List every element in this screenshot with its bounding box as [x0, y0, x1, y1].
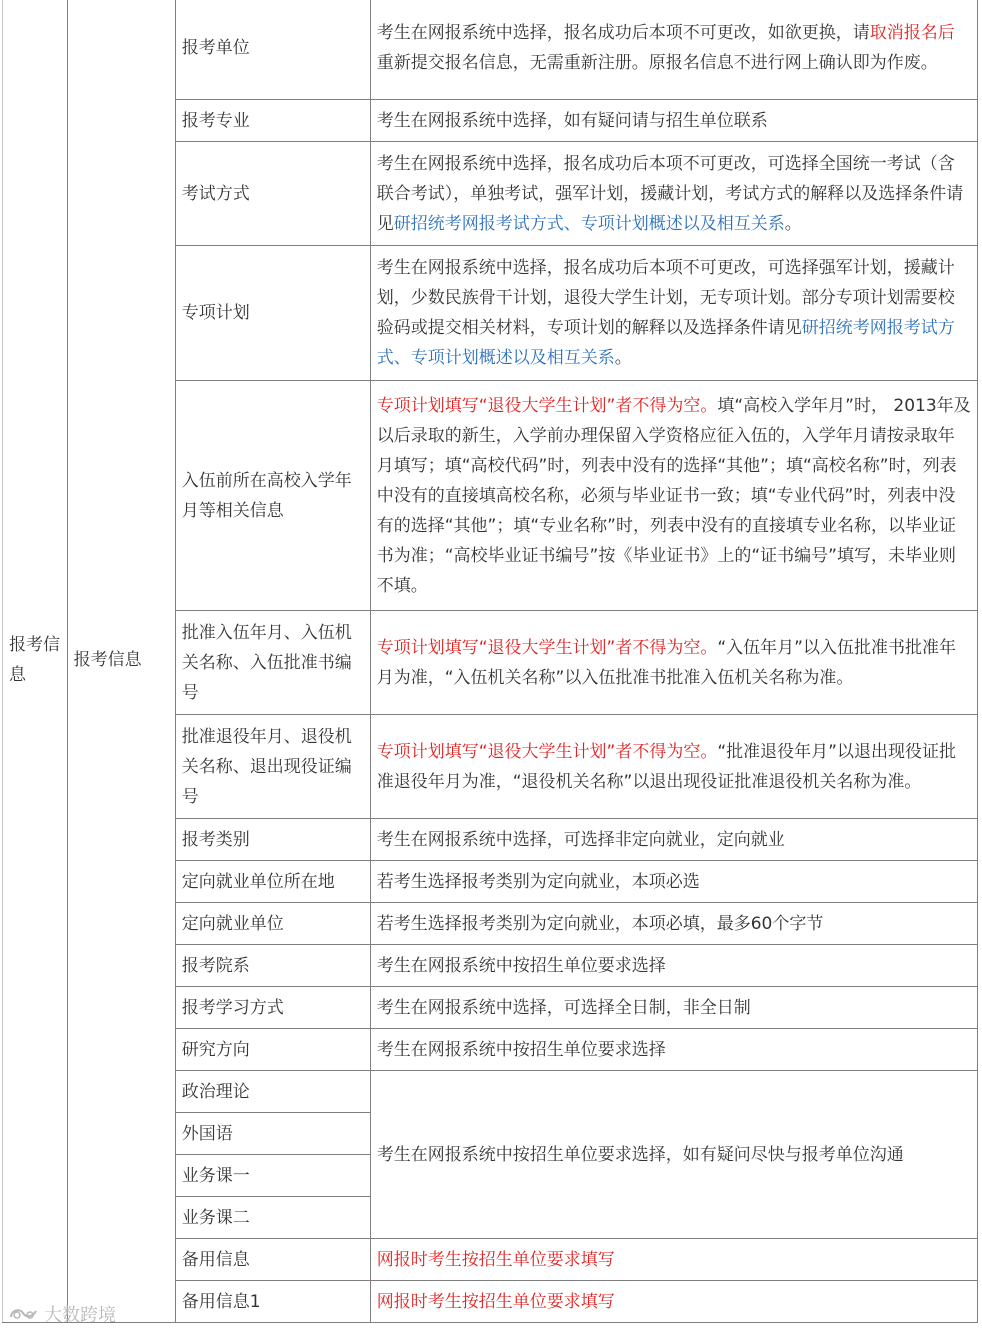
field-label: 考试方式: [175, 142, 370, 246]
field-description: [370, 246, 977, 381]
field-label: 报考学习方式: [175, 987, 370, 1029]
table-row: [3, 0, 978, 100]
field-label: 备用信息: [175, 1239, 370, 1281]
description-text: 若考生选择报考类别为定向就业，本项必选: [376, 871, 700, 892]
field-description: [370, 987, 977, 1029]
subject-label: 业务课一: [175, 1155, 370, 1197]
highlight-text: 专项计划填写“退役大学生计划”者不得为空。: [376, 637, 718, 658]
group-cell-2: 报考信息: [67, 0, 175, 1323]
field-label: 批准退役年月、退役机关名称、退出现役证编号: [175, 715, 370, 819]
description-text: “批准退役年月”以退出现役证批准退役年月为准，“退役机关名称”以退出现役证批准退役机关名称为准。: [376, 741, 956, 792]
highlight-text: 取消报名后: [869, 23, 955, 43]
description-text: 重新提交报名信息，无需重新注册。原报名信息不进行网上确认即为作废。: [376, 53, 938, 73]
field-label: 专项计划: [175, 246, 370, 381]
field-description: [370, 1029, 977, 1071]
field-description: [370, 0, 977, 100]
subjects-description: 考生在网报系统中按招生单位要求选择，如有疑问尽快与报考单位沟通: [370, 1071, 977, 1239]
reference-link[interactable]: 研招统考网报考试方式、专项计划概述以及相互关系: [376, 318, 955, 368]
field-label: 批准入伍年月、入伍机关名称、入伍批准书编号: [175, 611, 370, 715]
field-label: 报考单位: [175, 0, 370, 100]
description-text: “入伍年月”以入伍批准书批准年月为准，“入伍机关名称”以入伍批准书批准入伍机关名称为准。: [376, 637, 956, 688]
field-description: [370, 819, 977, 861]
description-text: 考生在网报系统中选择，可选择全日制，非全日制: [376, 997, 751, 1018]
field-description: [370, 142, 977, 246]
field-description: 网报时考生按招生单位要求填写: [370, 1281, 977, 1323]
subject-label: 外国语: [175, 1113, 370, 1155]
watermark-text: 大数跨境: [44, 1305, 116, 1326]
description-text: 。: [614, 348, 632, 368]
subject-label: 业务课二: [175, 1197, 370, 1239]
field-description: [370, 100, 977, 142]
field-label: 入伍前所在高校入学年月等相关信息: [175, 381, 370, 611]
field-description: [370, 945, 977, 987]
description-text: 考生在网报系统中选择，报名成功后本项不可更改，可选择强军计划，援藏计划，少数民族骨干计划，退役大学生计划，无专项计划。部分专项计划需要校验码或提交相关材料，专项计划的解释以及选择条件请见: [376, 258, 955, 338]
field-description: [370, 903, 977, 945]
highlight-text: 专项计划填写“退役大学生计划”者不得为空。: [376, 395, 718, 416]
highlight-text: 专项计划填写“退役大学生计划”者不得为空。: [376, 741, 718, 762]
group-cell-1: 报考信息: [3, 0, 68, 1323]
description-text: 考生在网报系统中选择，报名成功后本项不可更改，可选择全国统一考试（含联合考试），单独考试，强军计划，援藏计划，考试方式的解释以及选择条件请见: [376, 153, 964, 234]
description-text: 。: [784, 213, 802, 234]
field-label: 报考专业: [175, 100, 370, 142]
field-label: 定向就业单位: [175, 903, 370, 945]
field-label: 研究方向: [175, 1029, 370, 1071]
field-description: [370, 861, 977, 903]
field-description: [370, 715, 977, 819]
field-label: 定向就业单位所在地: [175, 861, 370, 903]
description-text: 考生在网报系统中选择，如有疑问请与招生单位联系: [376, 110, 768, 131]
description-text: 考生在网报系统中选择，可选择非定向就业，定向就业: [376, 829, 785, 850]
description-text: 填“高校入学年月”时， 2013年及以后录取的新生，入学前办理保留入学资格应征入伍的，入学年月请按录取年月填写；填“高校代码”时，列表中没有的选择“其他”；填“高校名称”时，列表中没有的直接填高校名称，必须与毕业证书一致；填“专业代码”时，列表中没有的选择“其他”；填“专业名称”时，列表中没有的直接填专业名称，以毕业证书为准；“高校毕业证书编号”按《毕业证书》上的“证书编号”填写，未毕业则不填。: [376, 395, 971, 596]
application-info-table: [2, 0, 978, 1323]
watermark: [8, 1301, 116, 1327]
field-description: 网报时考生按招生单位要求填写: [370, 1239, 977, 1281]
field-description: [370, 611, 977, 715]
description-text: 若考生选择报考类别为定向就业，本项必填，最多60个字节: [376, 913, 824, 934]
description-text: 考生在网报系统中选择，报名成功后本项不可更改，如欲更换，请: [376, 23, 870, 43]
description-text: 考生在网报系统中按招生单位要求选择: [376, 955, 666, 976]
description-text: 考生在网报系统中按招生单位要求选择: [376, 1039, 666, 1060]
field-label: 备用信息1: [175, 1281, 370, 1323]
field-description: [370, 381, 977, 611]
field-label: 报考类别: [175, 819, 370, 861]
subject-label: 政治理论: [175, 1071, 370, 1113]
field-label: 报考院系: [175, 945, 370, 987]
watermark-logo-icon: [8, 1305, 40, 1323]
reference-link[interactable]: 研招统考网报考试方式、专项计划概述以及相互关系: [393, 213, 785, 234]
